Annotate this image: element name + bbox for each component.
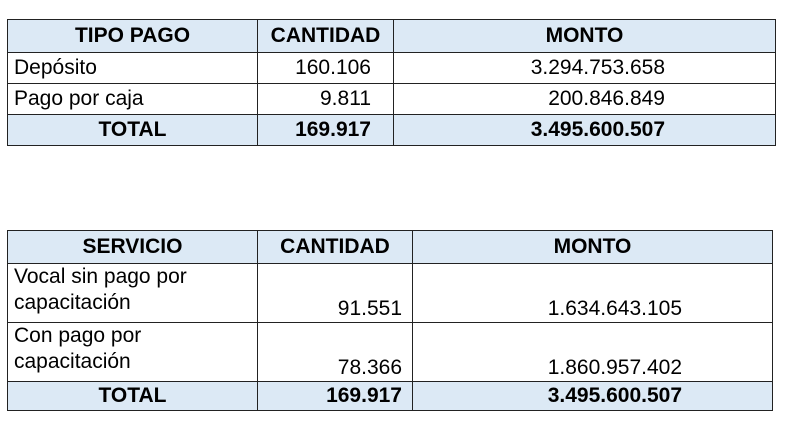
total-cantidad: 169.917 (258, 382, 413, 411)
cantidad-cell: 91.551 (258, 264, 413, 323)
header-monto: MONTO (394, 20, 776, 53)
header-cantidad: CANTIDAD (258, 20, 394, 53)
table-row (8, 84, 776, 115)
table-row (8, 323, 773, 382)
tipo-pago-table (7, 19, 776, 146)
header-tipo-pago: TIPO PAGO (8, 20, 258, 53)
cantidad-cell: 9.811 (258, 84, 394, 115)
servicio-cell (8, 264, 258, 323)
table-header-row (8, 20, 776, 53)
servicio-cell (8, 323, 258, 382)
monto-cell: 3.294.753.658 (394, 53, 776, 84)
servicio-line-1: Con pago por (14, 324, 142, 347)
servicio-line-2: capacitación (14, 291, 131, 314)
monto-cell: 200.846.849 (394, 84, 776, 115)
total-row (8, 115, 776, 146)
servicio-line-1: Vocal sin pago por (14, 265, 187, 288)
table-row (8, 53, 776, 84)
servicio-line-2: capacitación (14, 350, 131, 373)
cantidad-cell: 160.106 (258, 53, 394, 84)
total-row (8, 382, 773, 411)
total-monto: 3.495.600.507 (413, 382, 773, 411)
monto-cell: 1.860.957.402 (413, 323, 773, 382)
header-servicio: SERVICIO (8, 231, 258, 264)
header-monto: MONTO (413, 231, 773, 264)
table-header-row (8, 231, 773, 264)
table-row (8, 264, 773, 323)
servicio-table (7, 230, 773, 411)
total-label: TOTAL (8, 115, 258, 146)
header-cantidad: CANTIDAD (258, 231, 413, 264)
tipo-cell: Depósito (8, 53, 258, 84)
cantidad-cell: 78.366 (258, 323, 413, 382)
total-label: TOTAL (8, 382, 258, 411)
total-cantidad: 169.917 (258, 115, 394, 146)
total-monto: 3.495.600.507 (394, 115, 776, 146)
monto-cell: 1.634.643.105 (413, 264, 773, 323)
tipo-cell: Pago por caja (8, 84, 258, 115)
